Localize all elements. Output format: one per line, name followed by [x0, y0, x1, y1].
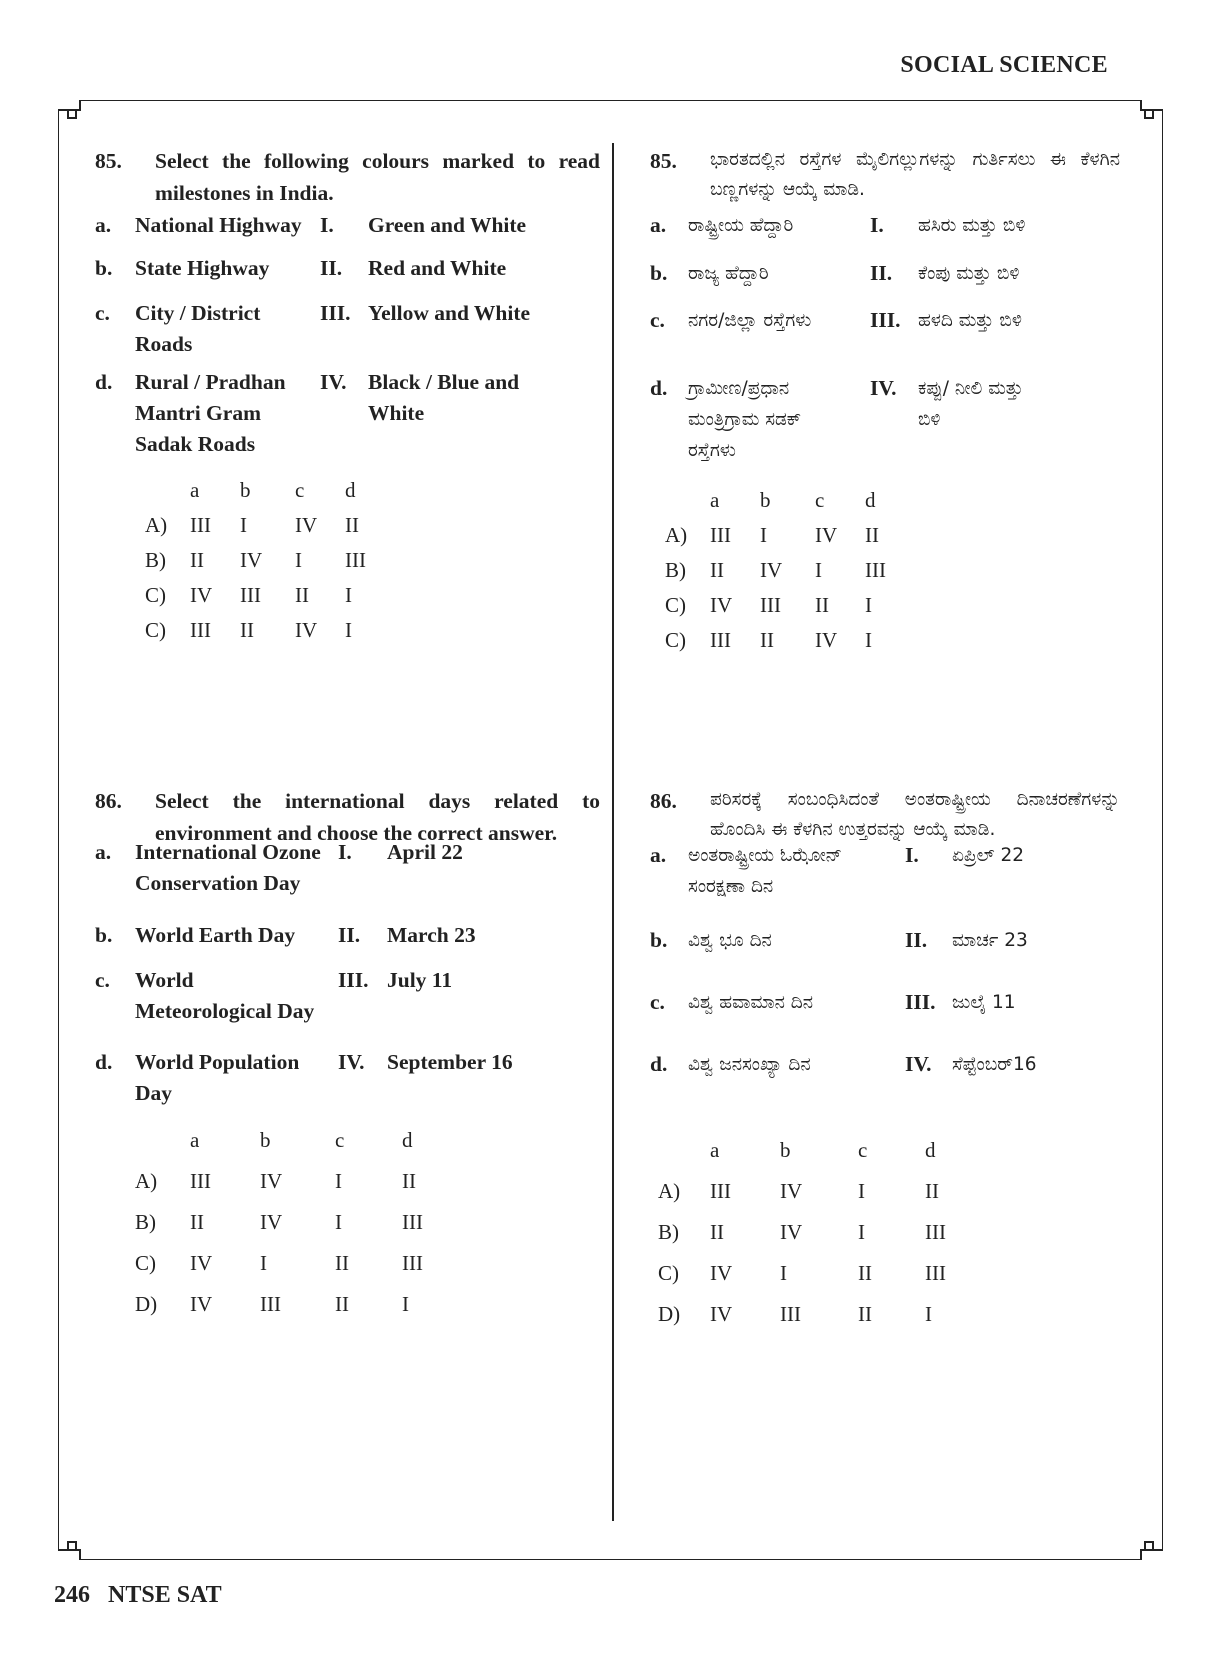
options-header-cell: b [760, 488, 771, 512]
row-letter: b. [95, 923, 113, 947]
option-value: I [780, 1261, 787, 1285]
options-header-cell: d [925, 1138, 936, 1162]
row-answer: ಸೆಪ್ಟೆಂಬರ್16 [952, 1054, 1037, 1075]
options-header-cell: c [335, 1128, 345, 1152]
option-value: I [345, 618, 352, 642]
option-value: II [925, 1179, 939, 1203]
options-header-cell: b [780, 1138, 791, 1162]
option-value: I [858, 1220, 865, 1244]
row-roman: II. [870, 261, 893, 285]
row-letter: c. [650, 308, 665, 332]
option-value: III [402, 1210, 423, 1234]
option-value: III [240, 583, 261, 607]
row-answer: ಕಪ್ಪು/ ನೀಲಿ ಮತ್ತು ಬಿಳಿ [918, 378, 1024, 430]
option-value: I [865, 628, 872, 652]
option-value: II [760, 628, 774, 652]
option-value: IV [710, 1302, 733, 1326]
row-item: ವಿಶ್ವ ಹವಾಮಾನ ದಿನ [688, 992, 814, 1013]
row-item: World Earth Day [135, 923, 296, 947]
row-roman: IV. [338, 1050, 365, 1074]
option-value: IV [260, 1210, 283, 1234]
option-value: III [402, 1251, 423, 1275]
option-value: III [865, 558, 886, 582]
question-text: ಪರಿಸರಕ್ಕೆ ಸಂಬಂಧಿಸಿದಂತೆ ಅಂತರಾಷ್ಟ್ರೀಯ ದಿನಾಚರಣೆಗಳನ್ನು ಹೊಂದಿಸಿ ಈ ಕೆಳಗಿನ ಉತ್ತರವನ್ನು ಆಯ್ಕೆ ಮಾಡಿ. [710, 789, 1120, 840]
row-item: ರಾಷ್ಟ್ರೀಯ ಹೆದ್ದಾರಿ [688, 215, 794, 236]
option-value: I [865, 593, 872, 617]
option-value: IV [710, 593, 733, 617]
option-value: IV [260, 1169, 283, 1193]
option-value: I [335, 1169, 342, 1193]
row-item: ಗ್ರಾಮೀಣ/ಪ್ರಧಾನ ಮಂತ್ರಿಗ್ರಾಮ ಸಡಕ್ ರಸ್ತೆಗಳು [688, 378, 802, 461]
option-value: II [402, 1169, 416, 1193]
option-label: A) [665, 523, 688, 547]
option-value: IV [815, 523, 838, 547]
row-answer: ಹಸಿರು ಮತ್ತು ಬಿಳಿ [918, 215, 1026, 236]
options-header-cell: a [190, 478, 200, 502]
option-value: IV [295, 618, 318, 642]
option-value: II [710, 1220, 724, 1244]
row-item: World Population Day [135, 1050, 300, 1105]
option-label: A) [135, 1169, 158, 1193]
option-label: C) [135, 1251, 156, 1275]
option-value: II [865, 523, 879, 547]
row-roman: III. [320, 301, 351, 325]
row-answer: September 16 [387, 1050, 513, 1074]
row-roman: IV. [320, 370, 347, 394]
option-label: C) [658, 1261, 679, 1285]
question-number: 86. [95, 789, 122, 813]
section-title: SOCIAL SCIENCE [900, 52, 1108, 78]
option-label: B) [135, 1210, 156, 1234]
option-label: B) [658, 1220, 679, 1244]
row-letter: c. [650, 990, 665, 1014]
page-footer [54, 1582, 240, 1609]
option-value: III [780, 1302, 801, 1326]
option-value: I [260, 1251, 267, 1275]
row-item: National Highway [135, 213, 302, 237]
row-roman: I. [320, 213, 334, 237]
option-value: IV [240, 548, 263, 572]
option-label: B) [145, 548, 166, 572]
option-label: A) [145, 513, 168, 537]
option-value: I [925, 1302, 932, 1326]
option-value: III [925, 1261, 946, 1285]
row-letter: a. [95, 840, 112, 864]
column-divider [612, 143, 614, 1521]
option-value: II [345, 513, 359, 537]
row-roman: IV. [870, 376, 897, 400]
row-answer: Yellow and White [368, 301, 531, 325]
option-value: IV [190, 583, 213, 607]
option-label: D) [658, 1302, 681, 1326]
option-value: IV [780, 1179, 803, 1203]
page-number: 246 [54, 1582, 90, 1608]
option-value: IV [710, 1261, 733, 1285]
option-label: C) [665, 628, 686, 652]
row-answer: March 23 [387, 923, 476, 947]
row-letter: d. [650, 376, 668, 400]
option-value: III [260, 1292, 281, 1316]
row-roman: II. [338, 923, 361, 947]
option-value: II [190, 1210, 204, 1234]
row-letter: b. [650, 928, 668, 952]
row-answer: July 11 [387, 968, 453, 992]
row-answer: ಮಾರ್ಚ 23 [952, 930, 1028, 951]
option-value: II [240, 618, 254, 642]
row-answer: ಏಪ್ರಿಲ್ 22 [952, 845, 1025, 866]
option-value: I [402, 1292, 409, 1316]
option-value: I [295, 548, 302, 572]
option-value: I [815, 558, 822, 582]
row-answer: ಕೆಂಪು ಮತ್ತು ಬಿಳಿ [918, 263, 1020, 284]
row-answer: Red and White [368, 256, 507, 280]
row-letter: a. [95, 213, 112, 237]
row-letter: c. [95, 301, 110, 325]
row-answer: ಹಳದಿ ಮತ್ತು ಬಿಳಿ [918, 310, 1022, 331]
row-letter: b. [95, 256, 113, 280]
option-label: C) [665, 593, 686, 617]
option-value: III [710, 523, 731, 547]
row-answer: April 22 [387, 840, 463, 864]
options-header-cell: a [190, 1128, 200, 1152]
row-roman: I. [870, 213, 884, 237]
option-value: II [815, 593, 829, 617]
options-header-cell: b [260, 1128, 271, 1152]
option-label: B) [665, 558, 686, 582]
option-value: II [858, 1261, 872, 1285]
row-roman: III. [870, 308, 901, 332]
row-roman: II. [905, 928, 928, 952]
row-item: ರಾಜ್ಯ ಹೆದ್ದಾರಿ [688, 263, 769, 284]
option-label: D) [135, 1292, 158, 1316]
option-value: IV [815, 628, 838, 652]
options-header-cell: d [402, 1128, 413, 1152]
option-value: IV [760, 558, 783, 582]
option-value: I [335, 1210, 342, 1234]
options-header-cell: c [295, 478, 305, 502]
option-value: II [295, 583, 309, 607]
row-item: ವಿಶ್ವ ಜನಸಂಖ್ಯಾ ದಿನ [688, 1054, 811, 1075]
row-roman: II. [320, 256, 343, 280]
option-value: I [240, 513, 247, 537]
option-value: III [190, 1169, 211, 1193]
option-value: II [858, 1302, 872, 1326]
options-header-cell: c [858, 1138, 868, 1162]
option-value: I [760, 523, 767, 547]
row-letter: c. [95, 968, 110, 992]
option-value: II [190, 548, 204, 572]
question-text: Select the international days related to environment and choose the correct answer. [155, 789, 600, 845]
row-item: Rural / Pradhan Mantri Gram Sadak Roads [135, 370, 286, 456]
row-roman: III. [338, 968, 369, 992]
row-answer: Green and White [368, 213, 527, 237]
row-item: International Ozone Conservation Day [135, 840, 321, 895]
option-label: C) [145, 583, 166, 607]
option-value: III [345, 548, 366, 572]
option-value: IV [190, 1251, 213, 1275]
row-item: World Meteorological Day [135, 968, 315, 1023]
options-header-cell: a [710, 1138, 720, 1162]
row-roman: I. [905, 843, 919, 867]
option-value: III [925, 1220, 946, 1244]
question-number: 86. [650, 789, 677, 813]
exam-name: NTSE SAT [108, 1582, 222, 1608]
row-item: ವಿಶ್ವ ಭೂ ದಿನ [688, 930, 772, 951]
option-value: I [345, 583, 352, 607]
option-value: I [858, 1179, 865, 1203]
option-value: II [335, 1251, 349, 1275]
option-value: III [710, 1179, 731, 1203]
option-label: C) [145, 618, 166, 642]
option-value: III [760, 593, 781, 617]
option-value: III [190, 618, 211, 642]
row-item: ನಗರ/ಜಿಲ್ಲಾ ರಸ್ತೆಗಳು [688, 310, 812, 331]
question-text: Select the following colours marked to read milestones in India. [155, 149, 600, 205]
question-number: 85. [95, 149, 122, 173]
options-header-cell: d [865, 488, 876, 512]
question-number: 85. [650, 149, 677, 173]
row-answer: Black / Blue and White [368, 370, 520, 425]
option-value: III [710, 628, 731, 652]
row-roman: III. [905, 990, 936, 1014]
option-value: IV [295, 513, 318, 537]
option-value: II [710, 558, 724, 582]
question-stem [650, 145, 1120, 209]
option-value: IV [780, 1220, 803, 1244]
row-letter: d. [650, 1052, 668, 1076]
row-item: State Highway [135, 256, 270, 280]
options-header-cell: c [815, 488, 825, 512]
question-stem [95, 145, 600, 209]
option-value: III [190, 513, 211, 537]
options-header-cell: a [710, 488, 720, 512]
row-letter: d. [95, 370, 113, 394]
question-text: ಭಾರತದಲ್ಲಿನ ರಸ್ತೆಗಳ ಮೈಲಿಗಲ್ಲುಗಳನ್ನು ಗುರ್ತಿಸಲು ಈ ಕೆಳಗಿನ ಬಣ್ಣಗಳನ್ನು ಆಯ್ಕೆ ಮಾಡಿ. [710, 149, 1120, 200]
option-label: A) [658, 1179, 681, 1203]
row-letter: a. [650, 843, 667, 867]
row-letter: a. [650, 213, 667, 237]
row-roman: IV. [905, 1052, 932, 1076]
row-letter: b. [650, 261, 668, 285]
row-item: ಅಂತರಾಷ್ಟ್ರೀಯ ಓಝೋನ್ ಸಂರಕ್ಷಣಾ ದಿನ [688, 845, 843, 897]
option-value: II [335, 1292, 349, 1316]
row-roman: I. [338, 840, 352, 864]
row-letter: d. [95, 1050, 113, 1074]
options-header-cell: d [345, 478, 356, 502]
option-value: IV [190, 1292, 213, 1316]
options-header-cell: b [240, 478, 251, 502]
row-answer: ಜುಲೈ 11 [952, 992, 1016, 1013]
row-item: City / District Roads [135, 301, 261, 356]
